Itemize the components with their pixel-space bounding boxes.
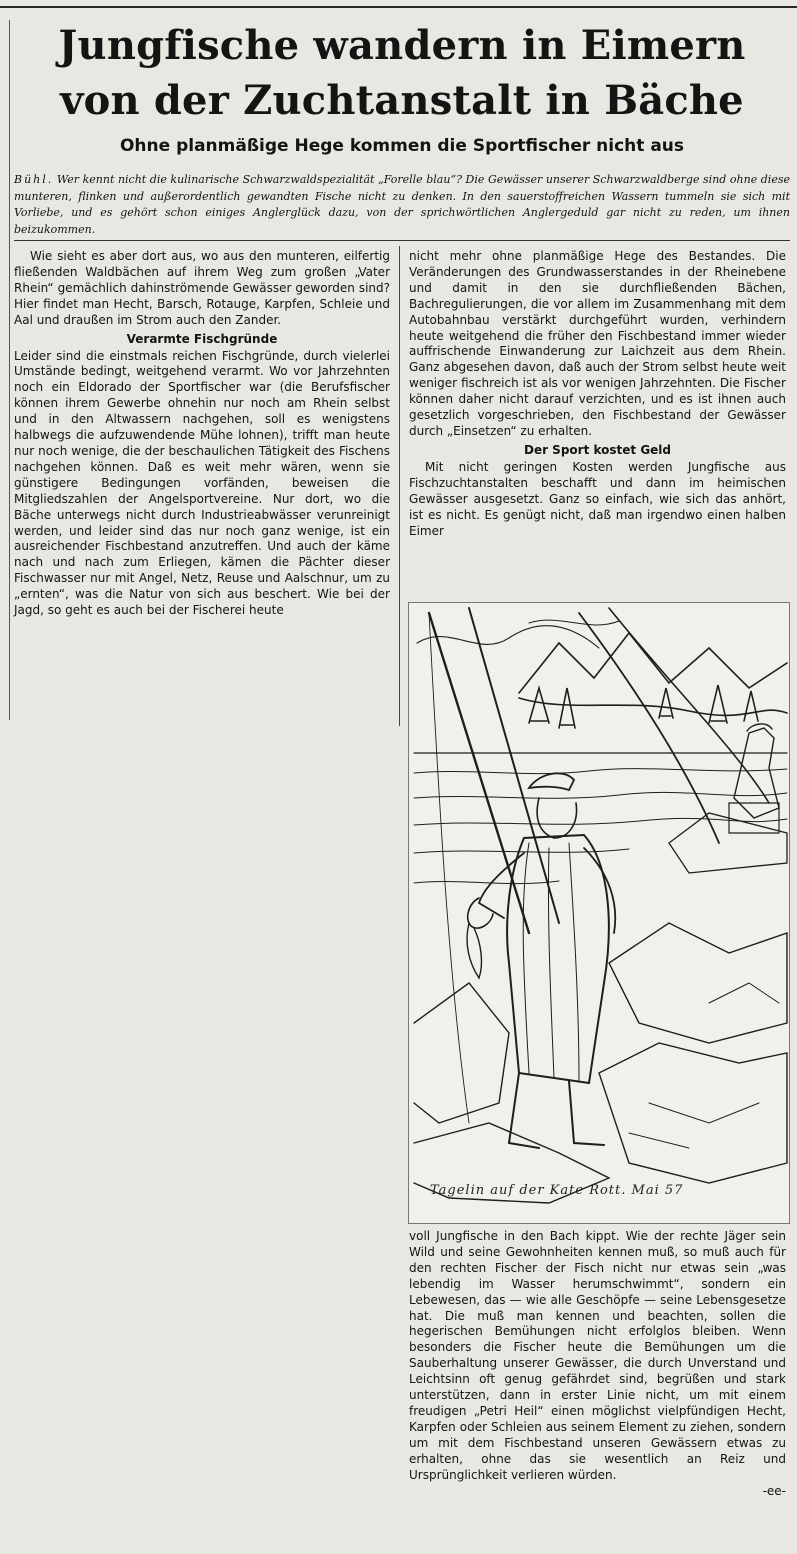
column-2-paragraph-2: Mit nicht geringen Kosten werden Jungfische aus Fischzuchtanstalten beschafft und dann im heimischen Gewässer ausgesetzt. Ganz so einfach, wie sich das anhört, ist es nicht. Es genügt nicht, daß man irgendwo einen halben Eimer (409, 459, 786, 538)
column-3-paragraph-1: voll Jungfische in den Bach kippt. Wie der rechte Jäger sein Wild und seine Gewohnheiten kennen muß, so muß auch für den rechten Fischer der Fisch nicht nur etwas sein „was lebendig im Wasser herumschwimmt“, sondern ein Lebewesen, das — wie alle Geschöpfe — seine Lebensgesetze hat. Die muß man kennen und beachten, sollen die hegerischen Bemühungen nicht erfolglos bleiben. Wenn besonders die Fischer heute die Bemühungen um die Sauberhaltung unserer Gewässer, die durch Unverstand und Leichtsinn oft genug gefährdet sind, begrüßen und stark unterstützen, dann in erster Linie nicht, um mit einem freudigen „Petri Heil“ einen möglichst vielpfündigen Hecht, Karpfen oder Schleien aus seinem Element zu ziehen, sondern um mit dem Fischbestand unseren Gewässern etwas zu erhalten, ohne das sie wesentlich an Reiz und Ursprünglichkeit verlieren würden. (409, 1229, 786, 1482)
fisherman-sketch (409, 603, 789, 1223)
column-2-paragraph-1: nicht mehr ohne planmäßige Hege des Bestandes. Die Veränderungen des Grundwasserstandes in der Rheinebene und damit in den sie durchfließenden Bächen, Bachregulierungen, die vor allem im Zusammenhang mit dem Autobahnbau verstärkt durchgeführt wurden, verhindern heute weitgehend die früher den Fischbestand immer wieder auffrischende Einwanderung zur Laichzeit aus dem Rhein. Ganz abgesehen davon, daß auch der Strom selbst heute weit weniger fischreich ist als vor wenigen Jahrzehnten. Die Fischer können daher nicht darauf verzichten, und es ist ihnen auch gesetzlich vorgeschrieben, den Fischbestand der Gewässer durch „Einsetzen“ zu erhalten. (409, 249, 786, 438)
dateline: Bühl. (14, 173, 54, 186)
column-1 (14, 249, 390, 619)
column-1-paragraph-2: Leider sind die einstmals reichen Fischgründe, durch vielerlei Umstände bedingt, weitgehend verarmt. Wo vor Jahrzehnten noch ein Eldorado der Sportfischer war (die Berufsfischer können ihrem Gewerbe ohnehin nur noch am Rhein selbst und in den Altwassern nachgehen, soll es wenigstens halbwegs die aufzuwendende Mühe lohnen), trifft man heute nur noch wenige, die der beschaulichen Tätigkeit des Fischens nachgehen können. Daß es weit mehr wären, wenn sie günstigere Bedingungen vorfänden, beweisen die Mitgliedszahlen der Angelsportvereine. Nur dort, wo die Bäche unterwegs nicht durch Industrieabwässer verunreinigt werden, und leider sind das nur noch ganz wenige, ist ein ausreichender Fischbestand anzutreffen. Und auch der käme nach und nach zum Erliegen, kämen die Pächter dieser Fischwasser nur mit Angel, Netz, Reuse und Aalschnur, um zu „ernten“, was die Natur von sich aus beschert. Wie bei der Jagd, so geht es auch bei der Fischerei heute (14, 348, 390, 618)
author-signature: -ee- (762, 1483, 786, 1498)
column-2 (409, 249, 786, 539)
lead-paragraph (14, 172, 790, 238)
headline-line-1: Jungfische wandern in Eimern (58, 22, 746, 69)
column-divider (399, 246, 400, 726)
column-2-subheading: Der Sport kostet Geld (523, 442, 672, 457)
column-1-subheading: Verarmte Fischgründe (126, 331, 278, 346)
column-1-paragraph-1: Wie sieht es aber dort aus, wo aus den munteren, eilfertig fließenden Waldbächen auf ihrem Weg zum großen „Vater Rhein“ gemächlich dahinströmende Gewässer geworden sind? Hier findet man Hecht, Barsch, Rotauge, Karpfen, Schleie und Aal und draußen im Strom auch den Zander. (14, 249, 390, 327)
illustration-signature: Tagelin auf der Kate Rott. Mai 57 (430, 1183, 684, 1198)
top-rule (0, 6, 797, 8)
headline-line-2: von der Zuchtanstalt in Bäche (60, 77, 744, 124)
subheadline: Ohne planmäßige Hege kommen die Sportfischer nicht aus (119, 136, 685, 156)
column-3 (409, 1229, 786, 1499)
lead-divider (14, 240, 790, 241)
fishing-illustration (408, 602, 790, 1224)
lead-text: Wer kennt nicht die kulinarische Schwarzwaldspezialität „Forelle blau“? Die Gewässer unserer Schwarzwaldberge sind ohne diese munteren, flinken und außerordentlich gewandten Fische nicht zu denken. In den sauerstoffreichen Wassern tummeln sie sich mit Vorliebe, und es gehört schon einiges Anglerglück dazu, von der sprichwörtlichen Anglergeduld gar nicht zu reden, um ihnen beizukommen. (14, 173, 790, 236)
left-rule (9, 20, 10, 720)
headline (12, 18, 792, 128)
